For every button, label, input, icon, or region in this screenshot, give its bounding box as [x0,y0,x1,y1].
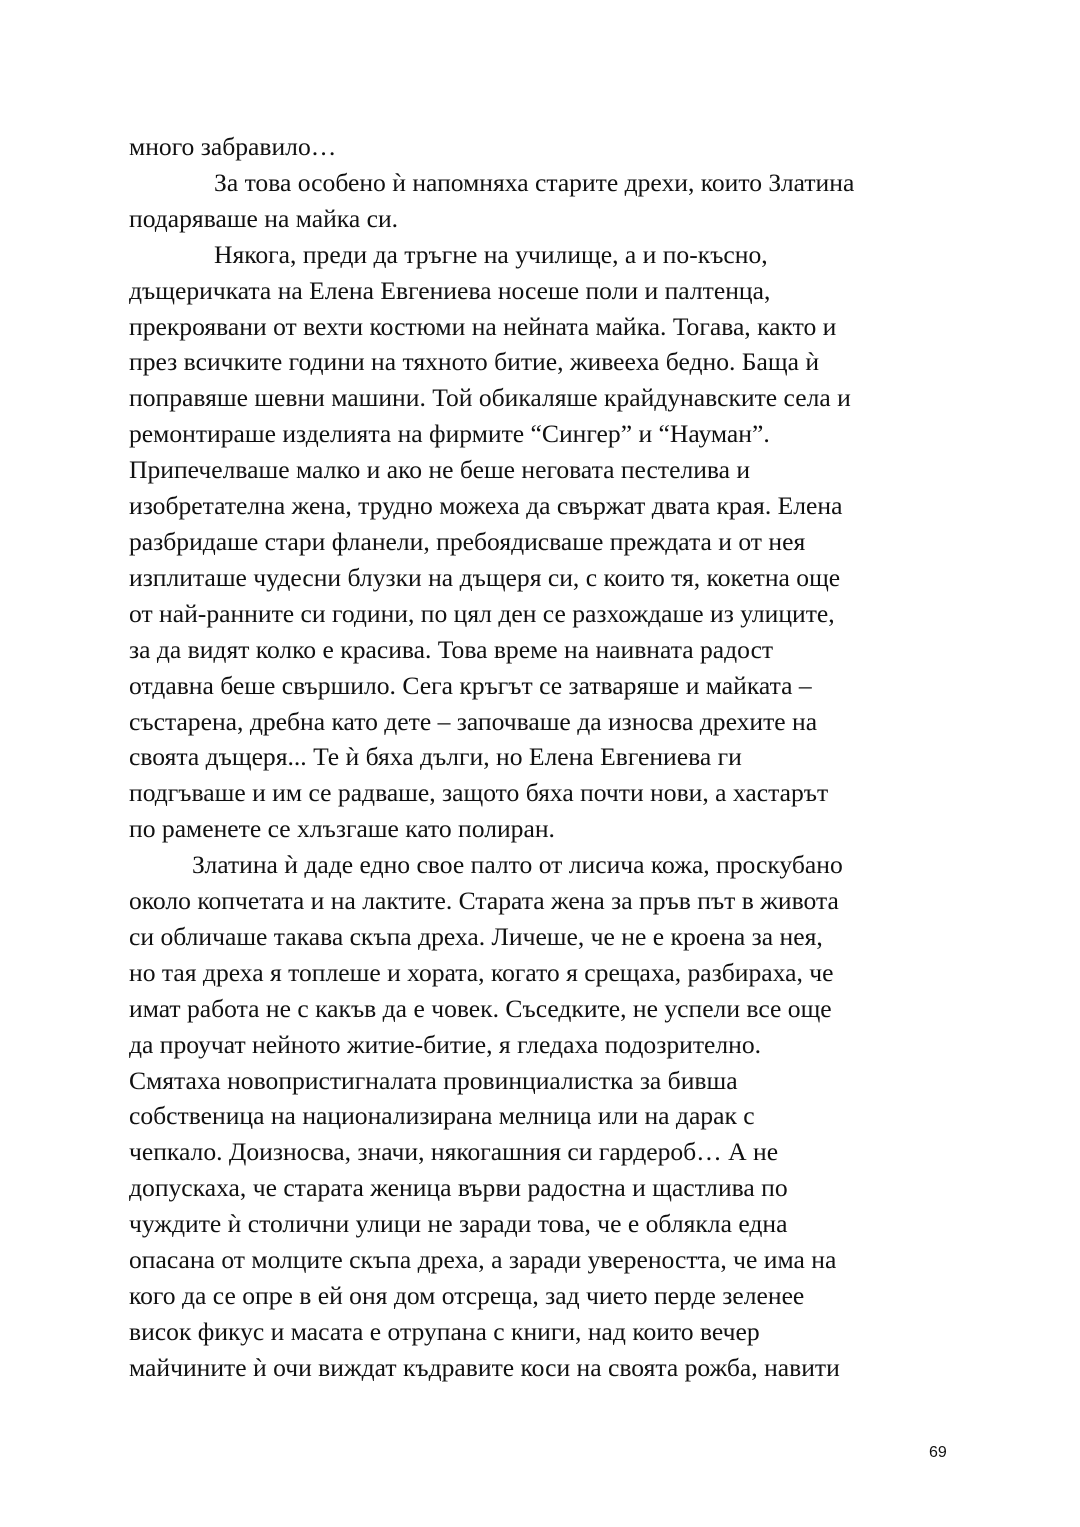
text-line: дъщеричката на Елена Евгениева носеше поли и палтенца, [129,275,771,305]
text-line: отдавна беше свършило. Сега кръгът се затваряше и майката – [129,670,812,700]
text-line: по раменете се хлъзгаше като полиран. [129,814,555,844]
paragraph-first-line: Златина ѝ даде едно свое палто от лисича кожа, проскубано [192,850,843,880]
text-line: състарена, дребна като дете – започваше да износва дрехите на [129,706,818,736]
text-line: прекроявани от вехти костюми на нейната майка. Тогава, както и [129,311,837,341]
text-line: около копчетата и на лактите. Старата жена за пръв път в живота [129,886,839,916]
body-text [129,129,951,1386]
text-line: изплиташе чудесни блузки на дъщеря си, с които тя, кокетна още [129,562,841,592]
text-line: имат работа не с какъв да е човек. Съседките, не успели все още [129,993,832,1023]
text-line: висок фикус и масата е отрупана с книги, над които вечер [129,1316,760,1346]
text-line: майчините ѝ очи виждат къдравите коси на своята рожба, навити [129,1352,840,1382]
text-line: кого да се опре в ей оня дом отсреща, зад чието перде зеленее [129,1281,805,1310]
text-line: Смятаха новопристигналата провинциалистка за бивша [129,1065,738,1095]
text-line: своята дъщеря... Те ѝ бяха дълги, но Елена Евгениева ги [129,742,742,772]
text-line: много забравило… [129,132,337,161]
text-line: разбридаше стари фланели, пребоядисваше преждата и от нея [129,526,806,556]
text-line: от най-ранните си години, по цял ден се разхождаше из улиците, [129,598,835,628]
text-line: чепкало. Доизносва, значи, някогашния си гардероб… А не [129,1137,779,1167]
paragraph-first-line: За това особено ѝ напомняха старите дрехи, които Златина [214,167,855,197]
text-line: собственица на национализирана мелница или на дарак с [129,1101,755,1131]
page-number: 69 [929,1444,947,1461]
text-line: Припечелваше малко и ако не беше неговата пестелива и [129,455,751,485]
text-line: подаряваше на майка си. [129,203,399,233]
text-line: поправяше шевни машини. Той обикаляше крайдунавските села и [129,383,851,413]
text-line: но тая дреха я топлеше и хората, когато я срещаха, разбираха, че [129,957,834,987]
text-line: изобретателна жена, трудно можеха да свържат двата края. Елена [129,491,843,521]
text-line: си обличаше такава скъпа дреха. Личеше, че не е кроена за нея, [129,921,823,951]
text-line: чуждите ѝ столични улици не заради това, че е облякла една [129,1209,788,1239]
text-line: през всичките години на тяхното битие, живееха бедно. Баща ѝ [129,347,820,377]
text-line: за да видят колко е красива. Това време на наивната радост [129,634,774,664]
text-line: да проучат нейното житие-битие, я гледаха подозрително. [129,1029,762,1059]
paragraph-first-line: Някога, преди да тръгне на училище, а и по-късно, [214,239,768,269]
text-line: допускаха, че старата женица върви радостна и щастлива по [129,1173,788,1203]
text-line: ремонтираше изделията на фирмите “Сингер” и “Науман”. [129,419,770,449]
text-line: подгъваше и им се радваше, защото бяха почти нови, а хастарът [129,778,829,808]
text-line: опасана от молците скъпа дреха, а заради увереността, че има на [129,1245,837,1275]
